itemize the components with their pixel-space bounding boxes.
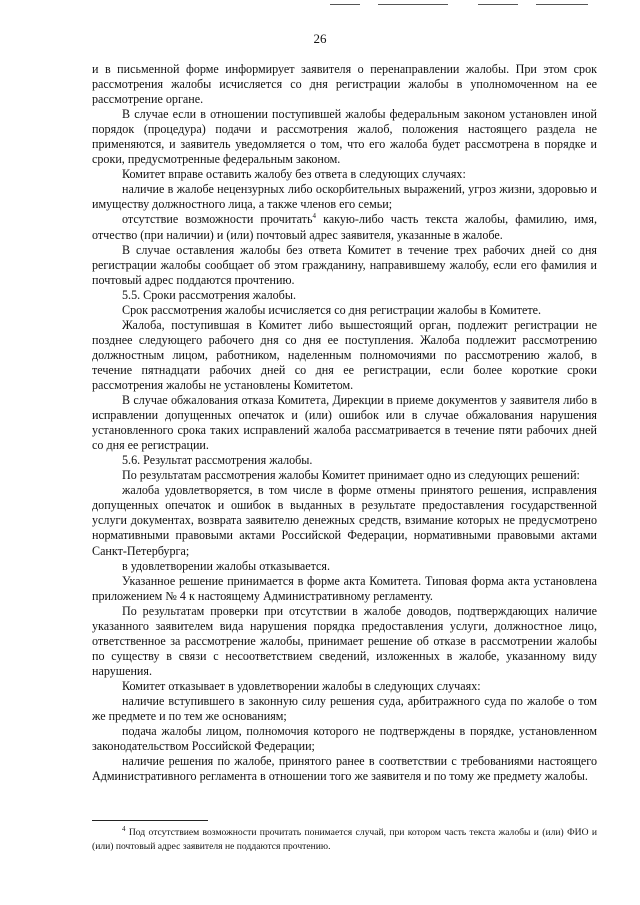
footnote xyxy=(92,826,597,854)
paragraph: и в письменной форме информирует заявителя о перенаправлении жалобы. При этом срок рассмотрения жалобы исчисляется со дня регистрации жалобы в уполномоченном на ее рассмотрение органе. xyxy=(92,62,597,107)
paragraph: В случае обжалования отказа Комитета, Дирекции в приеме документов у заявителя либо в исправлении допущенных опечаток и (или) ошибок или в случае обжалования нарушения установленного срока таких исправлений жалоба рассматривается в течение пяти рабочих дней со дня ее регистрации. xyxy=(92,393,597,453)
list-item: в удовлетворении жалобы отказывается. xyxy=(122,558,331,573)
paragraph: Комитет вправе оставить жалобу без ответа в следующих случаях: xyxy=(122,167,466,182)
footnote-number: 4 xyxy=(122,824,126,833)
paragraph-text: какую-либо часть текста жалобы, фамилию, имя, отчество (при наличии) и (или) почтовый адрес заявителя, указанные в жалобе. xyxy=(92,212,597,242)
paragraph: В случае оставления жалобы без ответа Комитет в течение трех рабочих дней со дня регистрации жалобы сообщает об этом гражданину, направившему жалобу, если его фамилия и почтовый адрес поддаются прочтению. xyxy=(92,242,597,287)
document-body xyxy=(92,62,597,784)
list-item: наличие в жалобе нецензурных либо оскорбительных выражений, угроз жизни, здоровью и имуществу должностного лица, а также членов его семьи; xyxy=(92,182,597,212)
list-item: жалоба удовлетворяется, в том числе в форме отмены принятого решения, исправления допущенных опечаток и ошибок в выданных в результате предоставления государственной услуги документах, возврата заявителю денежных средств, взимание которых не предусмотрено нормативными правовыми актами Российской Федерации, нормативными правовыми актами Санкт-Петербурга; xyxy=(92,483,597,558)
list-item xyxy=(92,212,597,242)
paragraph: По результатам рассмотрения жалобы Комитет принимает одно из следующих решений: xyxy=(122,468,580,483)
paragraph-text: отсутствие возможности прочитать xyxy=(122,212,313,227)
list-item: подача жалобы лицом, полномочия которого не подтверждены в порядке, установленном законодательством Российской Федерации; xyxy=(92,724,597,754)
footnote-text: Под отсутствием возможности прочитать понимается случай, при котором часть текста жалобы и (или) ФИО и (или) почтовый адрес заявителя не поддаются прочтению. xyxy=(92,827,597,852)
footnote-reference: 4 xyxy=(312,212,316,221)
list-item: наличие вступившего в законную силу решения суда, арбитражного суда по жалобе о том же предмете и по тем же основаниям; xyxy=(92,693,597,724)
page-number: 26 xyxy=(313,31,327,46)
paragraph: Указанное решение принимается в форме акта Комитета. Типовая форма акта установлена приложением № 4 к настоящему Административному регламенту. xyxy=(92,573,597,603)
section-heading: 5.6. Результат рассмотрения жалобы. xyxy=(122,453,313,468)
paragraph: Жалоба, поступившая в Комитет либо вышестоящий орган, подлежит регистрации не позднее следующего рабочего дня со дня ее поступления. Жалоба подлежит рассмотрению должностным лицом, работником, наделенным полномочиями по рассмотрению жалоб, в течение пятнадцати рабочих дней со дня ее регистрации, если более короткие сроки рассмотрения жалобы не установлены Комитетом. xyxy=(92,317,597,392)
paragraph: По результатам проверки при отсутствии в жалобе доводов, подтверждающих наличие указанного заявителем вида нарушения порядка предоставления услуги, должностное лицо, ответственное за рассмотрение жалобы, принимает решение об отказе в рассмотрении жалобы по существу в связи с несоответствием сведений, изложенных в жалобе, указанному виду нарушения. xyxy=(92,603,597,678)
footnote-separator xyxy=(92,820,208,821)
section-heading: 5.5. Сроки рассмотрения жалобы. xyxy=(122,287,296,302)
paragraph: В случае если в отношении поступившей жалобы федеральным законом установлен иной порядок (процедура) подачи и рассмотрения жалоб, положения настоящего раздела не применяются, и заявитель уведомляется о том, что его жалоба будет рассмотрена в порядке и сроки, предусмотренные федеральным законом. xyxy=(92,107,597,167)
list-item: наличие решения по жалобе, принятого ранее в соответствии с требованиями настоящего Административного регламента в отношении того же заявителя и по тому же предмету жалобы. xyxy=(92,754,597,784)
paragraph: Комитет отказывает в удовлетворении жалобы в следующих случаях: xyxy=(122,678,481,693)
paragraph: Срок рассмотрения жалобы исчисляется со дня регистрации жалобы в Комитете. xyxy=(122,302,542,317)
top-scan-lines xyxy=(330,4,590,6)
